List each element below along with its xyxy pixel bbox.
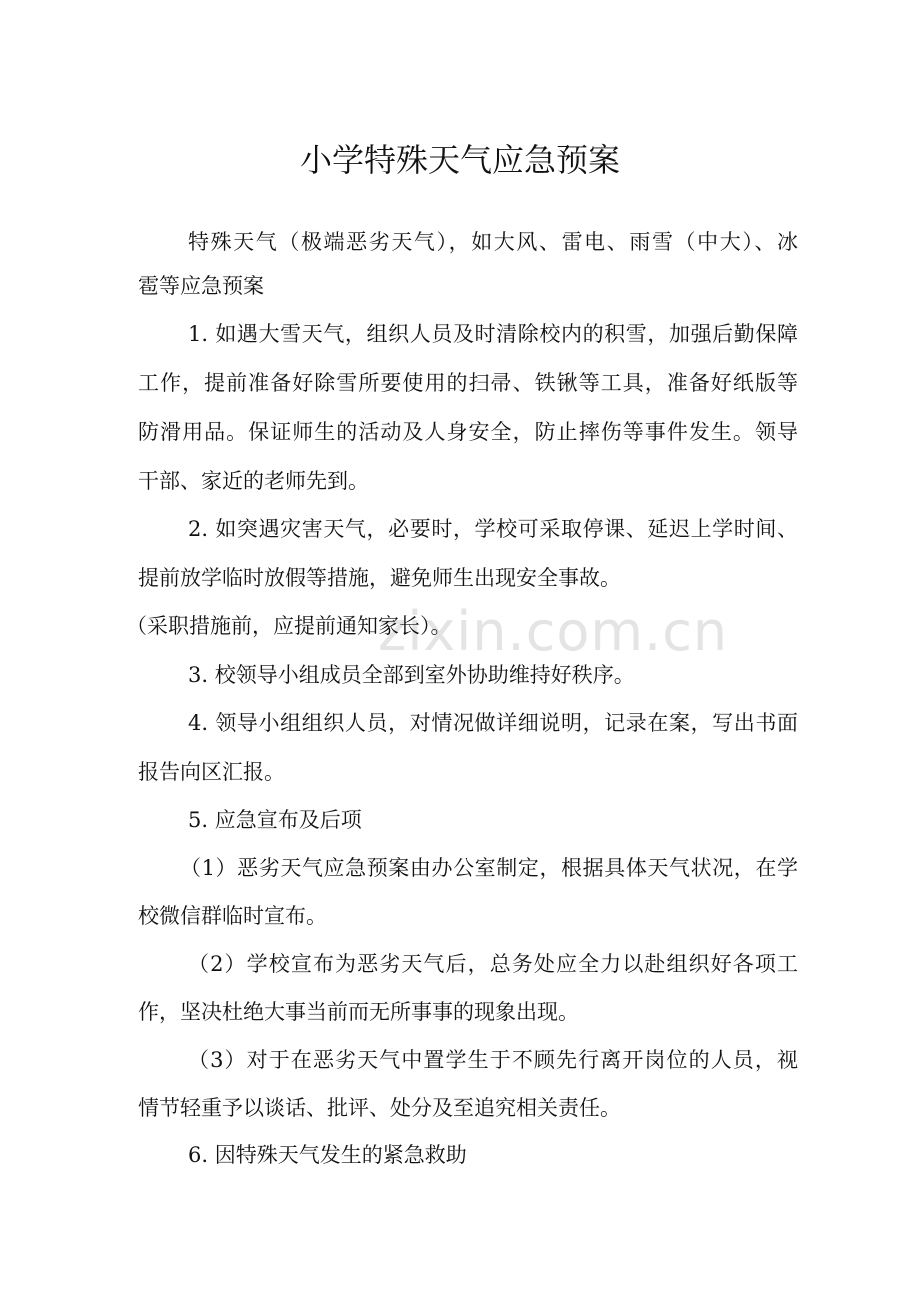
document-title: 小学特殊天气应急预案 xyxy=(299,141,620,179)
paragraph-line: 干部、家近的老师先到。 xyxy=(138,469,369,493)
watermark: zixin.com.cn xyxy=(378,600,729,663)
paragraph-line: 1. 如遇大雪天气，组织人员及时清除校内的积雪，加强后勤保障 xyxy=(188,322,798,346)
paragraph-line: （采职措施前，应提前通知家长）。 xyxy=(126,614,452,638)
paragraph-line: 报告向区汇报。 xyxy=(138,760,285,784)
paragraph-line: 3. 校领导小组成员全部到室外协助维持好秩序。 xyxy=(188,663,635,687)
paragraph-line: （2）学校宣布为恶劣天气后，总务处应全力以赴组织好各项工 xyxy=(188,952,798,976)
paragraph-line: 校微信群临时宣布。 xyxy=(138,904,327,928)
paragraph-line: 特殊天气（极端恶劣天气），如大风、雷电、雨雪（中大）、冰 xyxy=(188,230,798,254)
paragraph-line: 5. 应急宣布及后项 xyxy=(188,808,362,832)
paragraph-line: 2. 如突遇灾害天气，必要时，学校可采取停课、延迟上学时间、 xyxy=(188,517,798,541)
paragraph-line: 6. 因特殊天气发生的紧急救助 xyxy=(188,1143,467,1167)
paragraph-line: 作，坚决杜绝大事当前而无所事事的现象出现。 xyxy=(138,1000,579,1024)
paragraph-line: 提前放学临时放假等措施，避免师生出现安全事故。 xyxy=(138,566,621,590)
paragraph-line: 工作，提前准备好除雪所要使用的扫帚、铁锹等工具，准备好纸版等 xyxy=(138,371,798,395)
paragraph-line: 情节轻重予以谈话、批评、处分及至追究相关责任。 xyxy=(138,1096,621,1120)
paragraph-line: （1）恶劣天气应急预案由办公室制定，根据具体天气状况，在学 xyxy=(180,856,798,880)
paragraph-line: 雹等应急预案 xyxy=(138,274,264,298)
paragraph-line: （3）对于在恶劣天气中置学生于不顾先行离开岗位的人员，视 xyxy=(188,1048,798,1072)
paragraph-line: 4. 领导小组组织人员，对情况做详细说明，记录在案，写出书面 xyxy=(188,711,798,735)
paragraph-line: 防滑用品。保证师生的活动及人身安全，防止摔伤等事件发生。领导 xyxy=(138,420,798,444)
